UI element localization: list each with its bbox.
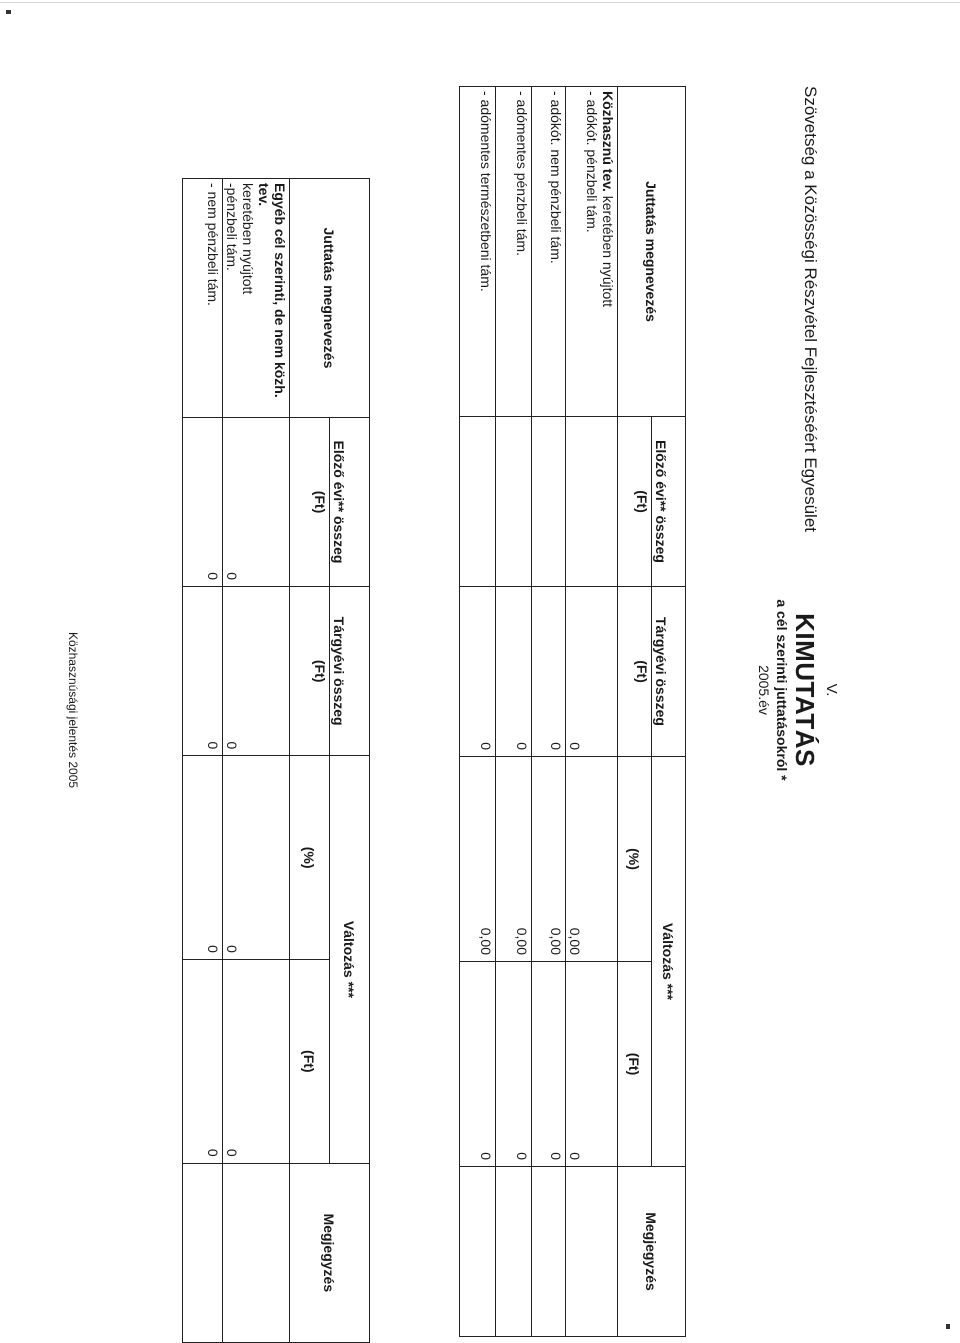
benefits-table-public — [459, 86, 686, 1337]
change-ft: 0 — [566, 962, 618, 1167]
group-label-rest: keretében nyújtott — [600, 191, 616, 308]
change-ft: 0 — [460, 962, 496, 1167]
unit-pct: (%) — [290, 756, 330, 960]
unit-ft-curr: (Ft) — [290, 587, 330, 756]
page-footer: Közhasznúsági jelentés 2005 — [66, 631, 80, 789]
prev-value — [532, 417, 566, 587]
curr-value: 0 — [496, 587, 532, 757]
section-number: V. — [823, 683, 840, 697]
table-row — [496, 87, 532, 1337]
row-label-text: -pénzbeli tám. — [224, 183, 240, 271]
unit-ft-prev: (Ft) — [290, 417, 330, 586]
unit-ft-curr: (Ft) — [618, 587, 652, 757]
note-cell — [566, 1167, 618, 1337]
prev-value — [460, 417, 496, 587]
group-label-bold: Közhasznú tev. — [600, 91, 616, 192]
col-header-prev: Előző évi** összeg — [652, 417, 686, 587]
change-ft: 0 — [496, 962, 532, 1167]
change-pct: 0,00 — [460, 757, 496, 962]
table-row — [532, 87, 566, 1337]
change-ft: 0 — [223, 959, 290, 1163]
organization-name: Szövetség a Közösségi Részvétel Fejlesztéséért Egyesület — [801, 86, 820, 533]
note-cell — [223, 1163, 290, 1342]
change-pct: 0,00 — [532, 757, 566, 962]
document-title: KIMUTATÁS — [790, 613, 820, 767]
row-label: - nem pénzbeli tám. — [183, 179, 223, 418]
note-cell — [183, 1163, 223, 1342]
unit-ft-change: (Ft) — [290, 959, 330, 1163]
group-label-bold: Egyéb cél szerinti, de nem közh. tev. — [256, 183, 288, 398]
unit-pct: (%) — [618, 757, 652, 962]
change-ft: 0 — [183, 959, 223, 1163]
change-ft: 0 — [532, 962, 566, 1167]
row-label — [566, 87, 618, 417]
table-row — [460, 87, 496, 1337]
benefits-table-other — [182, 178, 370, 1343]
table-row — [223, 179, 290, 1343]
curr-value: 0 — [566, 587, 618, 757]
change-pct: 0 — [183, 756, 223, 960]
col-header-name: Juttatás megnevezés — [618, 87, 686, 417]
col-header-change: Változás *** — [330, 756, 370, 1163]
unit-ft-prev: (Ft) — [618, 417, 652, 587]
col-header-note: Megjegyzés — [618, 1167, 686, 1337]
group-label-rest: keretében nyújtott — [240, 183, 256, 295]
row-label-text: - adókót. pénzbeli tám. — [584, 91, 600, 233]
col-header-curr: Tárgyévi összeg — [330, 587, 370, 756]
col-header-name: Juttatás megnevezés — [290, 179, 370, 418]
col-header-curr: Tárgyévi összeg — [652, 587, 686, 757]
document-subtitle: a cél szerinti juttatásokról * — [774, 599, 790, 781]
change-pct: 0,00 — [566, 757, 618, 962]
row-label: - adómentes pénzbeli tám. — [496, 87, 532, 417]
col-header-prev: Előző évi** összeg — [330, 417, 370, 586]
curr-value: 0 — [183, 587, 223, 756]
note-cell — [460, 1167, 496, 1337]
curr-value: 0 — [532, 587, 566, 757]
table-row — [566, 87, 618, 1337]
table-row — [183, 179, 223, 1343]
prev-value: 0 — [183, 417, 223, 586]
row-label: - adókót. nem pénzbeli tám. — [532, 87, 566, 417]
note-cell — [532, 1167, 566, 1337]
prev-value — [566, 417, 618, 587]
curr-value: 0 — [223, 587, 290, 756]
row-label: - adómentes természetbeni tám. — [460, 87, 496, 417]
prev-value — [496, 417, 532, 587]
note-cell — [496, 1167, 532, 1337]
change-pct: 0 — [223, 756, 290, 960]
row-label — [223, 179, 290, 418]
document-year: 2005.év — [756, 665, 772, 715]
unit-ft-change: (Ft) — [618, 962, 652, 1167]
prev-value: 0 — [223, 417, 290, 586]
change-pct: 0,00 — [496, 757, 532, 962]
curr-value: 0 — [460, 587, 496, 757]
col-header-note: Megjegyzés — [290, 1163, 370, 1342]
col-header-change: Változás *** — [652, 757, 686, 1167]
